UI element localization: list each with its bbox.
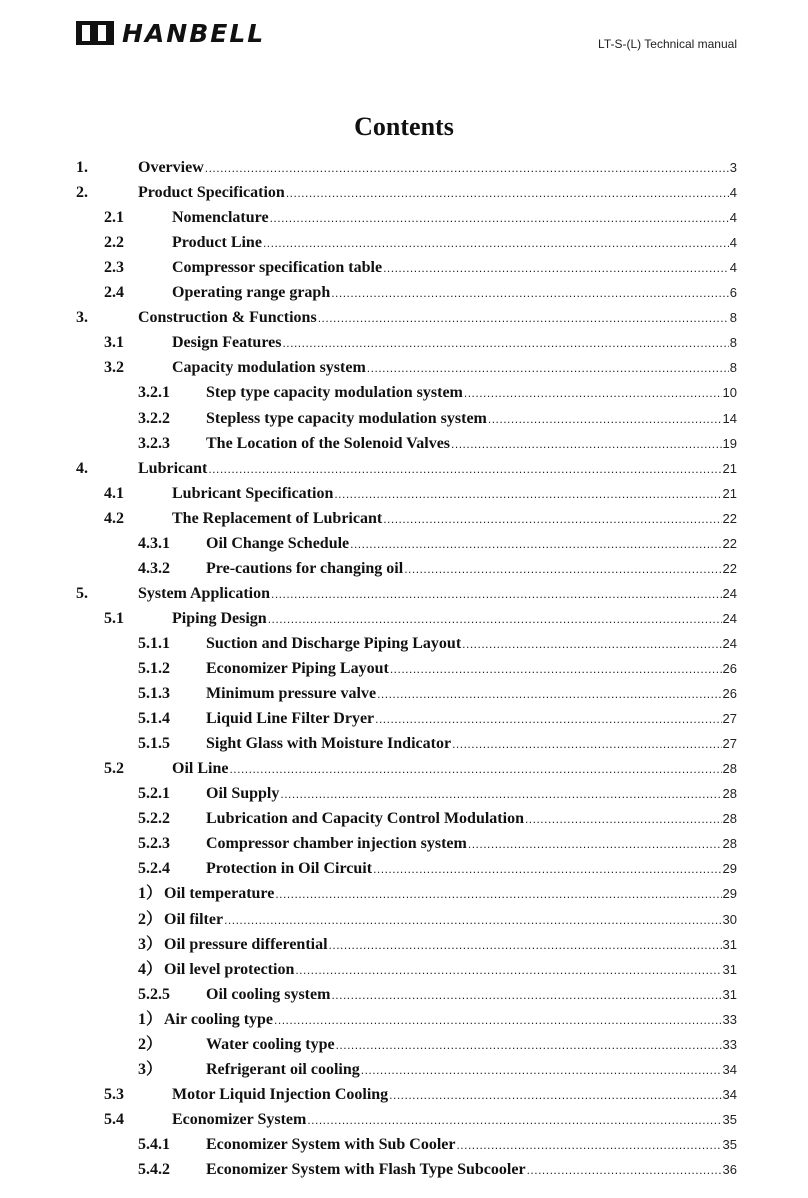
toc-entry-title: System Application [138, 584, 271, 602]
toc-entry[interactable] [0, 556, 808, 581]
toc-entry-number: 5.4.2 [138, 1161, 170, 1178]
dot-leader [462, 632, 721, 657]
toc-entry-page: 27 [722, 711, 737, 727]
toc-entry-title: The Replacement of Lubricant [172, 509, 383, 527]
toc-entry[interactable] [0, 305, 808, 330]
toc-entry[interactable] [0, 531, 808, 556]
toc-entry-page: 29 [722, 861, 737, 877]
dot-leader [377, 682, 721, 707]
toc-entry-number: 3.2.2 [138, 409, 170, 427]
toc-entry-page: 36 [722, 1162, 737, 1177]
toc-entry-title: Piping Design [172, 609, 267, 627]
toc-entry[interactable] [0, 1007, 808, 1032]
toc-entry-page: 28 [722, 786, 737, 802]
toc-entry-title: Oil Supply [206, 785, 280, 803]
toc-entry-title: Capacity modulation system [172, 359, 366, 377]
dot-leader [224, 908, 721, 933]
toc-entry-title: Economizer Piping Layout [206, 660, 389, 677]
dot-leader [331, 281, 729, 306]
toc-entry-number: 4.2 [104, 509, 124, 527]
dot-leader [383, 507, 721, 532]
toc-entry-number: 1） [138, 885, 163, 903]
toc-entry-page: 24 [722, 635, 737, 651]
toc-entry[interactable] [0, 881, 808, 906]
toc-entry-page: 26 [722, 686, 737, 702]
toc-entry-title: Liquid Line Filter Dryer [206, 710, 375, 728]
dot-leader [331, 983, 721, 1008]
toc-entry-title: Water cooling type [206, 1035, 335, 1053]
toc-entry-page: 22 [722, 560, 737, 576]
toc-entry-page: 4 [729, 260, 737, 276]
toc-entry[interactable] [0, 280, 808, 305]
toc-entry-title: Construction & Functions [138, 309, 317, 327]
dot-leader [375, 707, 721, 732]
toc-entry[interactable] [0, 1082, 808, 1107]
toc-entry-title: Stepless type capacity modulation system [206, 409, 487, 427]
toc-entry-page: 8 [729, 360, 737, 376]
toc-entry[interactable] [0, 1157, 808, 1182]
toc-entry[interactable] [0, 1107, 808, 1132]
toc-entry-number: 5.2 [104, 760, 124, 778]
toc-entry-title: Motor Liquid Injection Cooling [172, 1085, 389, 1103]
toc-entry-number: 4.1 [104, 484, 124, 502]
toc-entry-page: 31 [722, 936, 737, 952]
toc-entry-title: Protection in Oil Circuit [206, 860, 373, 878]
toc-entry[interactable] [0, 406, 808, 431]
toc-entry-page: 19 [722, 435, 737, 451]
dot-leader [329, 933, 722, 958]
toc-entry-number: 2. [76, 184, 88, 202]
toc-entry-number: 2） [138, 910, 163, 928]
toc-entry-title: Economizer System with Flash Type Subcooler [206, 1161, 526, 1178]
toc-entry-title: Oil filter [164, 910, 224, 928]
toc-entry[interactable] [0, 856, 808, 881]
logo-mark-icon [76, 21, 114, 45]
toc-entry-page: 10 [722, 385, 737, 401]
toc-entry[interactable] [0, 155, 808, 180]
dot-leader [404, 557, 721, 582]
dot-leader [390, 657, 722, 682]
toc-entry-number: 5.1.1 [138, 634, 170, 652]
toc-entry-page: 31 [722, 986, 737, 1002]
toc-entry-title: Suction and Discharge Piping Layout [206, 634, 462, 652]
toc-entry-title: Product Specification [138, 184, 285, 202]
toc-entry-title: Compressor chamber injection system [206, 835, 467, 853]
toc-entry-number: 5.1 [104, 609, 124, 627]
toc-entry[interactable] [0, 205, 808, 230]
dot-leader [361, 1058, 722, 1083]
dot-leader [282, 331, 728, 356]
toc-entry[interactable] [0, 957, 808, 982]
toc-entry-number: 5.3 [104, 1085, 124, 1103]
toc-entry[interactable] [0, 330, 808, 355]
toc-entry-title: Lubricant Specification [172, 484, 334, 502]
toc-entry[interactable] [0, 982, 808, 1007]
toc-entry-number: 5.2.5 [138, 985, 170, 1003]
toc-entry-number: 5.1.5 [138, 735, 170, 753]
dot-leader [336, 1033, 722, 1058]
dot-leader [456, 1133, 721, 1158]
toc-entry-page: 24 [722, 585, 737, 601]
dot-leader [488, 407, 722, 432]
toc-entry-number: 3.2 [104, 359, 124, 377]
toc-entry-title: Design Features [172, 334, 282, 352]
toc-entry-title: Economizer System [172, 1110, 307, 1128]
toc-entry-title: Air cooling type [164, 1010, 274, 1028]
toc-entry[interactable] [0, 606, 808, 631]
dot-leader [452, 732, 721, 757]
toc-entry[interactable] [0, 1032, 808, 1057]
toc-entry-number: 2.3 [104, 259, 124, 277]
toc-entry-number: 5.2.3 [138, 835, 170, 853]
toc-entry-number: 1. [76, 159, 88, 176]
dot-leader [468, 832, 722, 857]
toc-entry-page: 24 [722, 610, 737, 626]
toc-entry-title: Oil cooling system [206, 985, 331, 1003]
toc-entry-title: Refrigerant oil cooling [206, 1060, 360, 1078]
toc-entry-number: 2.1 [104, 209, 124, 227]
dot-leader [274, 1008, 722, 1033]
dot-leader [389, 1083, 721, 1108]
dot-leader [373, 857, 721, 882]
toc-entry[interactable] [0, 656, 808, 681]
toc-entry-page: 29 [722, 886, 737, 902]
dot-leader [525, 807, 722, 832]
toc-entry-page: 8 [729, 335, 737, 351]
toc-entry-title: Lubrication and Capacity Control Modulation [206, 810, 524, 828]
toc-entry-number: 1） [138, 1010, 163, 1028]
dot-leader [271, 582, 722, 607]
dot-leader [307, 1108, 721, 1133]
toc-entry-title: Product Line [172, 234, 262, 252]
toc-entry-title: Economizer System with Sub Cooler [206, 1135, 456, 1153]
toc-entry-title: Lubricant [138, 459, 208, 477]
toc-entry-number: 4. [76, 459, 88, 477]
toc-entry-number: 5.1.3 [138, 685, 170, 703]
toc-entry-page: 28 [722, 836, 737, 852]
toc-entry[interactable] [0, 506, 808, 531]
toc-entry[interactable] [0, 806, 808, 831]
dot-leader [275, 882, 721, 907]
toc-entry-number: 4） [138, 960, 163, 978]
toc-entry-title: Minimum pressure valve [206, 685, 377, 703]
toc-entry-number: 5. [76, 584, 88, 602]
toc-entry-number: 2.4 [104, 284, 124, 302]
toc-entry[interactable] [0, 481, 808, 506]
toc-entry[interactable] [0, 781, 808, 806]
toc-entry[interactable] [0, 907, 808, 932]
toc-entry[interactable] [0, 731, 808, 756]
toc-entry-title: Overview [138, 159, 204, 176]
toc-entry[interactable] [0, 255, 808, 280]
toc-entry-title: Step type capacity modulation system [206, 384, 463, 402]
logo-text: HANBELL [122, 18, 266, 48]
toc-entry-page: 35 [722, 1111, 737, 1127]
toc-entry-page: 28 [722, 761, 737, 777]
toc-entry-number: 3.2.3 [138, 434, 170, 452]
toc-entry[interactable] [0, 1057, 808, 1082]
toc-entry-page: 21 [722, 485, 737, 501]
toc-entry-page: 4 [729, 210, 737, 226]
toc-entry-page: 4 [729, 185, 737, 201]
toc-entry-number: 2.2 [104, 234, 124, 252]
dot-leader [464, 381, 722, 406]
toc-entry-title: Oil Line [172, 760, 229, 778]
toc-entry-title: Oil temperature [164, 885, 275, 903]
toc-entry[interactable] [0, 681, 808, 706]
toc-entry[interactable] [0, 456, 808, 481]
toc-entry-number: 3.2.1 [138, 384, 170, 402]
dot-leader [205, 156, 729, 181]
dot-leader [280, 782, 721, 807]
toc-entry-number: 4.3.1 [138, 534, 170, 552]
dot-leader [334, 482, 721, 507]
toc-entry-title: Sight Glass with Moisture Indicator [206, 735, 452, 753]
toc-entry-page: 28 [722, 811, 737, 827]
toc-entry-page: 22 [722, 535, 737, 551]
toc-entry-number: 3） [138, 1060, 163, 1078]
toc-entry-page: 30 [722, 911, 737, 927]
toc-entry[interactable] [0, 932, 808, 957]
toc-entry-page: 35 [722, 1136, 737, 1152]
toc-entry-title: Oil level protection [164, 960, 295, 978]
dot-leader [268, 607, 722, 632]
toc-entry-page: 26 [722, 661, 737, 676]
hanbell-logo [76, 20, 265, 46]
toc-entry-number: 2） [138, 1035, 163, 1053]
toc-entry-number: 5.1.4 [138, 710, 170, 728]
toc-entry[interactable] [0, 230, 808, 255]
dot-leader [367, 356, 729, 381]
dot-leader [318, 306, 729, 331]
dot-leader [286, 181, 729, 206]
toc-entry-number: 3） [138, 935, 163, 953]
toc-entry-page: 34 [722, 1086, 737, 1102]
toc-entry-page: 33 [722, 1036, 737, 1052]
toc-entry-title: Nomenclature [172, 209, 269, 227]
toc-entry-number: 4.3.2 [138, 559, 170, 577]
toc-entry-page: 14 [722, 410, 737, 426]
toc-entry-title: Operating range graph [172, 284, 331, 302]
toc-entry-page: 31 [722, 961, 737, 977]
dot-leader [383, 256, 729, 281]
toc-entry-page: 8 [729, 310, 737, 326]
toc-entry[interactable] [0, 581, 808, 606]
page-title: Contents [354, 112, 454, 141]
toc-entry-page: 21 [722, 460, 737, 476]
toc-entry[interactable] [0, 431, 808, 456]
toc-entry-number: 5.4.1 [138, 1135, 170, 1153]
toc-entry-page: 3 [729, 160, 737, 175]
dot-leader [229, 757, 721, 782]
toc-entry-title: The Location of the Solenoid Valves [206, 434, 451, 452]
dot-leader [263, 231, 729, 256]
toc-entry[interactable] [0, 756, 808, 781]
toc-entry-title: Oil pressure differential [164, 935, 328, 953]
dot-leader [208, 457, 721, 482]
dot-leader [527, 1158, 722, 1183]
dot-leader [451, 432, 722, 457]
toc-entry[interactable] [0, 180, 808, 205]
dot-leader [350, 532, 721, 557]
toc-entry-page: 33 [722, 1011, 737, 1027]
toc-entry[interactable] [0, 355, 808, 380]
toc-entry-title: Pre-cautions for changing oil [206, 559, 404, 577]
dot-leader [270, 206, 729, 231]
toc-entry-number: 5.2.4 [138, 860, 170, 878]
toc-entry[interactable] [0, 380, 808, 405]
toc-entry-page: 34 [722, 1061, 737, 1077]
toc-entry-page: 27 [722, 736, 737, 752]
toc-entry-page: 22 [722, 510, 737, 526]
toc-entry-number: 5.2.1 [138, 785, 170, 803]
toc-entry[interactable] [0, 1132, 808, 1157]
toc-entry-number: 3.1 [104, 334, 124, 352]
toc-entry-page: 6 [729, 285, 737, 301]
toc-entry-number: 5.1.2 [138, 660, 170, 677]
toc-entry-number: 5.4 [104, 1110, 124, 1128]
toc-entry[interactable] [0, 706, 808, 731]
toc-entry-number: 5.2.2 [138, 810, 170, 828]
toc-entry-title: Oil Change Schedule [206, 534, 350, 552]
toc-entry-title: Compressor specification table [172, 259, 383, 277]
toc-entry-number: 3. [76, 309, 88, 327]
dot-leader [295, 958, 721, 983]
document-title: LT-S-(L) Technical manual [598, 37, 737, 51]
toc-entry[interactable] [0, 831, 808, 856]
toc-entry-page: 4 [729, 235, 737, 251]
toc-entry[interactable] [0, 631, 808, 656]
